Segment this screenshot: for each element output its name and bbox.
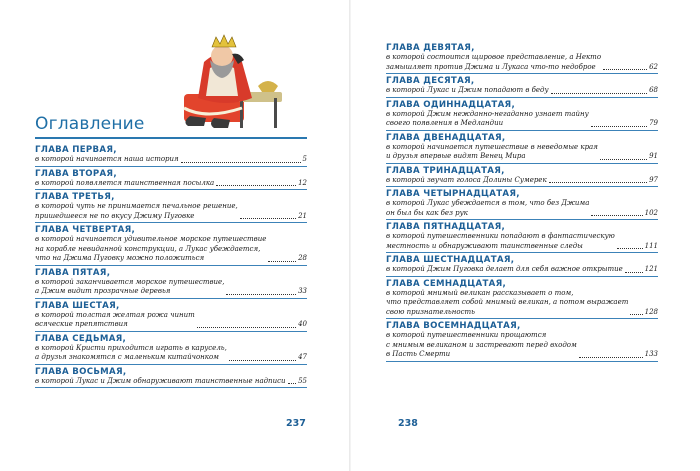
dot-leader	[229, 360, 296, 361]
chapter-description: в которой мнимый великан рассказывает о том, что представляет собой мнимый великан, а потом выражает свою признательность	[386, 288, 629, 316]
page-number: 128	[644, 307, 658, 316]
page-number: 133	[644, 350, 658, 358]
chapter-heading: ГЛАВА ПЕРВАЯ,	[35, 145, 117, 155]
chapter-description: в которой путешественники прощаются с мнимым великаном и застревают перед входом в Пасть Смерти	[386, 331, 577, 358]
page-number: 62	[649, 62, 658, 71]
dot-leader	[549, 182, 647, 183]
chapter-heading: ГЛАВА СЕМНАДЦАТАЯ,	[386, 278, 507, 289]
chapter-heading: ГЛАВА ВОСЕМНАДЦАТАЯ,	[386, 321, 521, 331]
chapter-heading: ГЛАВА ЧЕТВЕРТАЯ,	[35, 225, 136, 235]
dot-leader	[625, 272, 643, 273]
toc-entry[interactable]	[386, 164, 658, 188]
page-number: 55	[298, 376, 307, 385]
toc-entry[interactable]	[35, 332, 307, 365]
chapter-description: в которой чуть не принимается печальное решение, пришедшееся не по вкусу Джиму Пуговке	[35, 202, 238, 220]
chapter-heading: ГЛАВА ПЯТАЯ,	[35, 267, 111, 278]
chapter-description: в которой начинается удивительное морское путешествие на корабле невиданной конструкции, а Лукас убеждается, что на Джима Пуговку можно положиться	[35, 235, 267, 262]
toc-list-left	[35, 143, 307, 388]
toc-entry[interactable]	[35, 223, 307, 266]
chapter-description: в которой появляется таинственная посылка	[35, 178, 215, 187]
toc-entry[interactable]	[35, 143, 307, 167]
dot-leader	[268, 261, 296, 262]
dot-leader	[617, 248, 643, 249]
page-number: 68	[649, 86, 658, 94]
chapter-description: в которой толстая желтая рожа чинит всяческие препятствия	[35, 310, 195, 328]
toc-entry[interactable]	[35, 299, 307, 332]
chapter-description: в которой Кристи приходится играть в карусель, а друзья знакомятся с маленьким китайчонком	[35, 343, 227, 361]
chapter-description: в которой путешественники попадают в фантастическую местность и обнаруживают таинственные следы	[386, 232, 615, 250]
right-page	[351, 0, 700, 471]
dot-leader	[600, 159, 647, 160]
page-folio-right: 238	[398, 418, 418, 429]
chapter-description: в которой Лукас и Джим попадают в беду	[386, 86, 549, 94]
page-number: 121	[644, 265, 658, 273]
toc-entry[interactable]	[386, 74, 658, 98]
chapter-heading: ГЛАВА ВОСЬМАЯ,	[35, 366, 127, 377]
page-number: 47	[298, 353, 307, 361]
page-number: 91	[649, 152, 658, 160]
dot-leader	[288, 383, 297, 384]
chapter-description: в которой Джим нежданно-негаданно узнает тайну своего появления в Медландии	[386, 109, 589, 127]
page-number: 33	[298, 287, 307, 295]
toc-entry[interactable]	[386, 187, 658, 220]
toc-entry[interactable]	[386, 253, 658, 277]
toc-entry[interactable]	[386, 277, 658, 320]
page-number: 28	[298, 254, 307, 262]
dot-leader	[591, 215, 642, 216]
chapter-description: в которой Джим Пуговка делает для себя важное открытие	[386, 265, 623, 273]
chapter-heading: ГЛАВА ЧЕТЫРНАДЦАТАЯ,	[386, 189, 520, 199]
page-number: 97	[649, 175, 658, 184]
toc-list-right	[386, 41, 658, 362]
toc-entry[interactable]	[35, 167, 307, 191]
page-folio-left: 237	[286, 418, 306, 429]
toc-entry[interactable]	[386, 319, 658, 362]
page-number: 12	[298, 178, 307, 187]
chapter-description: в которой заканчивается морское путешествие, а Джим видит прозрачные деревья	[35, 277, 225, 295]
dot-leader	[579, 357, 643, 358]
page-number: 21	[298, 211, 307, 220]
page-number: 102	[644, 208, 658, 217]
king-on-telephone-illustration	[170, 32, 306, 136]
dot-leader	[226, 294, 296, 295]
toc-title: Оглавление	[35, 114, 145, 134]
left-page	[0, 0, 349, 471]
chapter-heading: ГЛАВА ДВЕНАДЦАТАЯ,	[386, 132, 506, 143]
page-number: 40	[298, 320, 307, 328]
dot-leader	[240, 218, 296, 219]
toc-entry[interactable]	[35, 365, 307, 389]
toc-entry[interactable]	[386, 131, 658, 164]
chapter-heading: ГЛАВА ТРЕТЬЯ,	[35, 192, 115, 202]
chapter-heading: ГЛАВА ШЕСТАЯ,	[35, 300, 120, 311]
chapter-description: в которой Лукас и Джим обнаруживают таинственные надписи	[35, 376, 286, 385]
dot-leader	[551, 93, 648, 94]
dot-leader	[591, 126, 647, 127]
page-number: 5	[302, 155, 307, 163]
chapter-heading: ГЛАВА ТРИНАДЦАТАЯ,	[386, 165, 505, 176]
chapter-heading: ГЛАВА ПЯТНАДЦАТАЯ,	[386, 222, 506, 232]
dot-leader	[630, 314, 642, 315]
dot-leader	[197, 327, 296, 328]
chapter-heading: ГЛАВА СЕДЬМАЯ,	[35, 333, 127, 344]
page-number: 79	[649, 119, 658, 127]
toc-entry[interactable]	[386, 41, 658, 74]
title-underline	[35, 137, 307, 139]
chapter-description: в которой начинается путешествие в неведомые края и друзья впервые видят Венец Мира	[386, 142, 598, 160]
chapter-heading: ГЛАВА ДЕВЯТАЯ,	[386, 43, 475, 53]
chapter-heading: ГЛАВА ШЕСТНАДЦАТАЯ,	[386, 255, 515, 265]
page-number: 111	[644, 241, 658, 250]
chapter-description: в которой начинается наша история	[35, 155, 179, 163]
toc-entry[interactable]	[35, 266, 307, 299]
chapter-heading: ГЛАВА ВТОРАЯ,	[35, 168, 117, 179]
chapter-description: в которой состоится щировое представление, а Некто замышляет против Джима и Лукаса что-то недоброе	[386, 53, 602, 71]
chapter-description: в которой Лукас убеждается в том, что без Джима он был бы как без рук	[386, 199, 590, 217]
toc-entry[interactable]	[386, 220, 658, 253]
dot-leader	[181, 162, 301, 163]
dot-leader	[603, 69, 647, 70]
chapter-heading: ГЛАВА ОДИННАДЦАТАЯ,	[386, 99, 516, 110]
chapter-description: в которой звучат голоса Долины Сумерек	[386, 175, 547, 184]
toc-entry[interactable]	[386, 98, 658, 131]
toc-entry[interactable]	[35, 190, 307, 223]
dot-leader	[216, 185, 296, 186]
chapter-heading: ГЛАВА ДЕСЯТАЯ,	[386, 76, 475, 86]
